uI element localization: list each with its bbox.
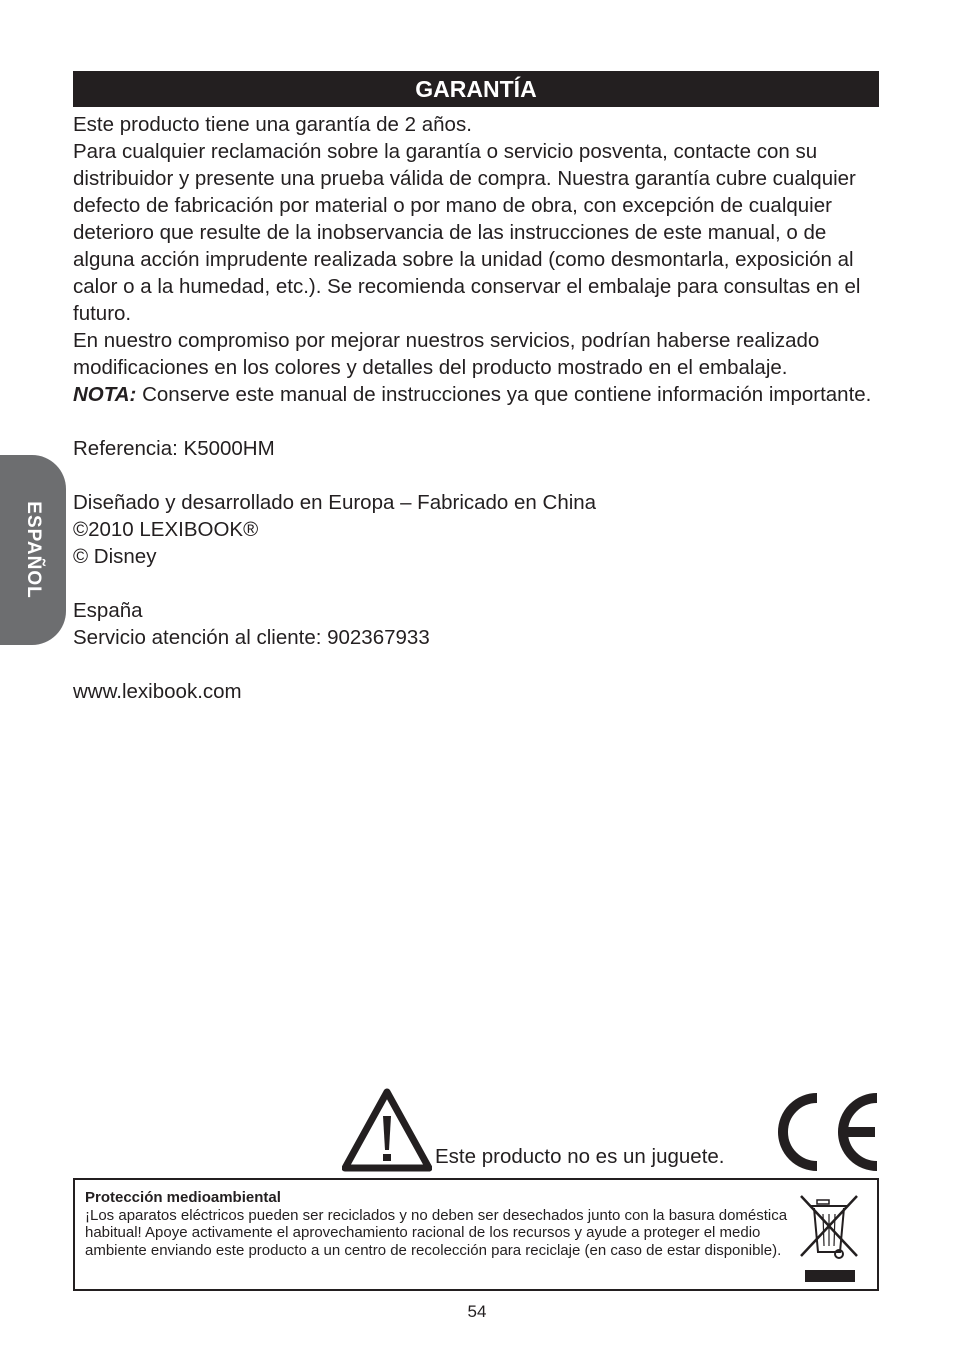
ce-mark-icon [769, 1092, 881, 1172]
note [73, 381, 888, 408]
note-text: Conserve este manual de instrucciones ya que contiene información importante. [136, 383, 872, 406]
warranty-duration: Este producto tiene una garantía de 2 años. [73, 113, 472, 136]
warranty-text [73, 111, 888, 705]
note-label: NOTA: [73, 383, 137, 406]
copyright-lexibook: ©2010 LEXIBOOK® [73, 518, 259, 541]
environment-body: ¡Los aparatos eléctricos pueden ser reciclados y no deben ser desechados junto con la basura doméstica habitual! Apoye activamente el aprovechamiento racional de los recursos y ayude a proteger el medio ambiente enviando este producto a un centro de recolección para reciclaje (en caso de estar disponible). [85, 1206, 788, 1259]
environment-text [85, 1189, 805, 1259]
customer-service: Servicio atención al cliente: 902367933 [73, 626, 430, 649]
warning-text: Este producto no es un juguete. [435, 1145, 725, 1168]
warranty-modifications: En nuestro compromiso por mejorar nuestros servicios, podrían haberse realizado modificaciones en los colores y detalles del producto mostrado en el embalaje. [73, 329, 820, 379]
warning-triangle-icon [342, 1088, 432, 1172]
section-title: GARANTÍA [73, 71, 879, 107]
language-tab-label: ESPAÑOL [23, 501, 44, 599]
page-number: 54 [467, 1302, 487, 1321]
warranty-claims: Para cualquier reclamación sobre la garantía o servicio posventa, contacte con su distribuidor y presente una prueba válida de compra. Nuestra garantía cubre cualquier defecto de fabricación por material o por mano de obra, con excepción de cualquier deterioro que resulte de la inobservancia de las instrucciones de este manual, o de alguna acción imprudente realizada sobre la unidad (como desmontarla, exposición al calor o a la humedad, etc.). Se recomienda conservar el embalaje para consultas en el futuro. [73, 140, 861, 325]
environment-heading: Protección medioambiental [85, 1189, 281, 1206]
country: España [73, 599, 143, 622]
language-tab [0, 455, 66, 645]
reference: Referencia: K5000HM [73, 437, 275, 460]
website: www.lexibook.com [73, 680, 242, 703]
crossed-bin-icon [797, 1192, 863, 1284]
copyright-disney: © Disney [73, 545, 157, 568]
origin: Diseñado y desarrollado en Europa – Fabricado en China [73, 491, 597, 514]
environment-box [73, 1178, 879, 1291]
